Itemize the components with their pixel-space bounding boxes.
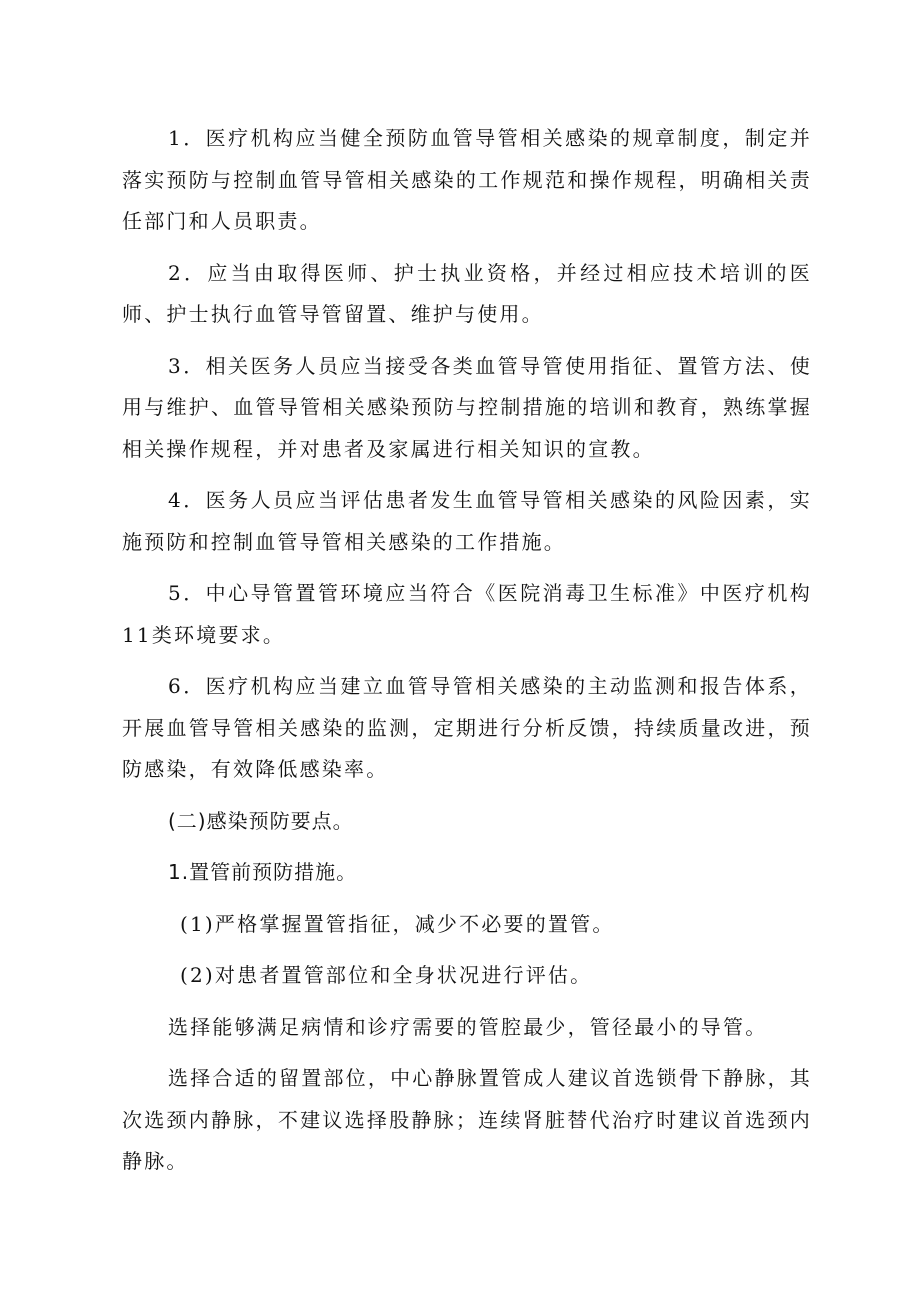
paragraph-3: 3．相关医务人员应当接受各类血管导管使用指征、置管方法、使用与维护、血管导管相关感染预防与控制措施的培训和教育，熟练掌握相关操作规程，并对患者及家属进行相关知识的宣教。 (122, 353, 812, 461)
tail-paragraph-2: 选择合适的留置部位，中心静脉置管成人建议首选锁骨下静脉，其次选颈内静脉，不建议选择股静脉；连续肾脏替代治疗时建议首选颈内静脉。 (122, 1066, 812, 1173)
paragraph-2: 2．应当由取得医师、护士执业资格，并经过相应技术培训的医师、护士执行血管导管留置、维护与使用。 (122, 260, 812, 326)
paragraph-4: 4．医务人员应当评估患者发生血管导管相关感染的风险因素，实施预防和控制血管导管相关感染的工作措施。 (122, 488, 812, 554)
document-body (122, 118, 812, 1193)
subsection-heading: 1.置管前预防措施。 (168, 860, 358, 884)
paragraph-1: 1．医疗机构应当健全预防血管导管相关感染的规章制度，制定并落实预防与控制血管导管相关感染的工作规范和操作规程，明确相关责任部门和人员职责。 (122, 126, 812, 233)
tail-paragraph-1: 选择能够满足病情和诊疗需要的管腔最少，管径最小的导管。 (168, 1014, 768, 1039)
list-item-1: (1)严格掌握置管指征，减少不必要的置管。 (180, 911, 615, 936)
list-item-2: (2)对患者置管部位和全身状况进行评估。 (180, 963, 593, 987)
section-heading: (二)感染预防要点。 (168, 808, 354, 833)
paragraph-5: 5．中心导管置管环境应当符合《医院消毒卫生标准》中医疗机构11类环境要求。 (122, 581, 812, 647)
paragraph-6: 6．医疗机构应当建立血管导管相关感染的主动监测和报告体系，开展血管导管相关感染的监测，定期进行分析反馈，持续质量改进，预防感染，有效降低感染率。 (122, 674, 812, 781)
